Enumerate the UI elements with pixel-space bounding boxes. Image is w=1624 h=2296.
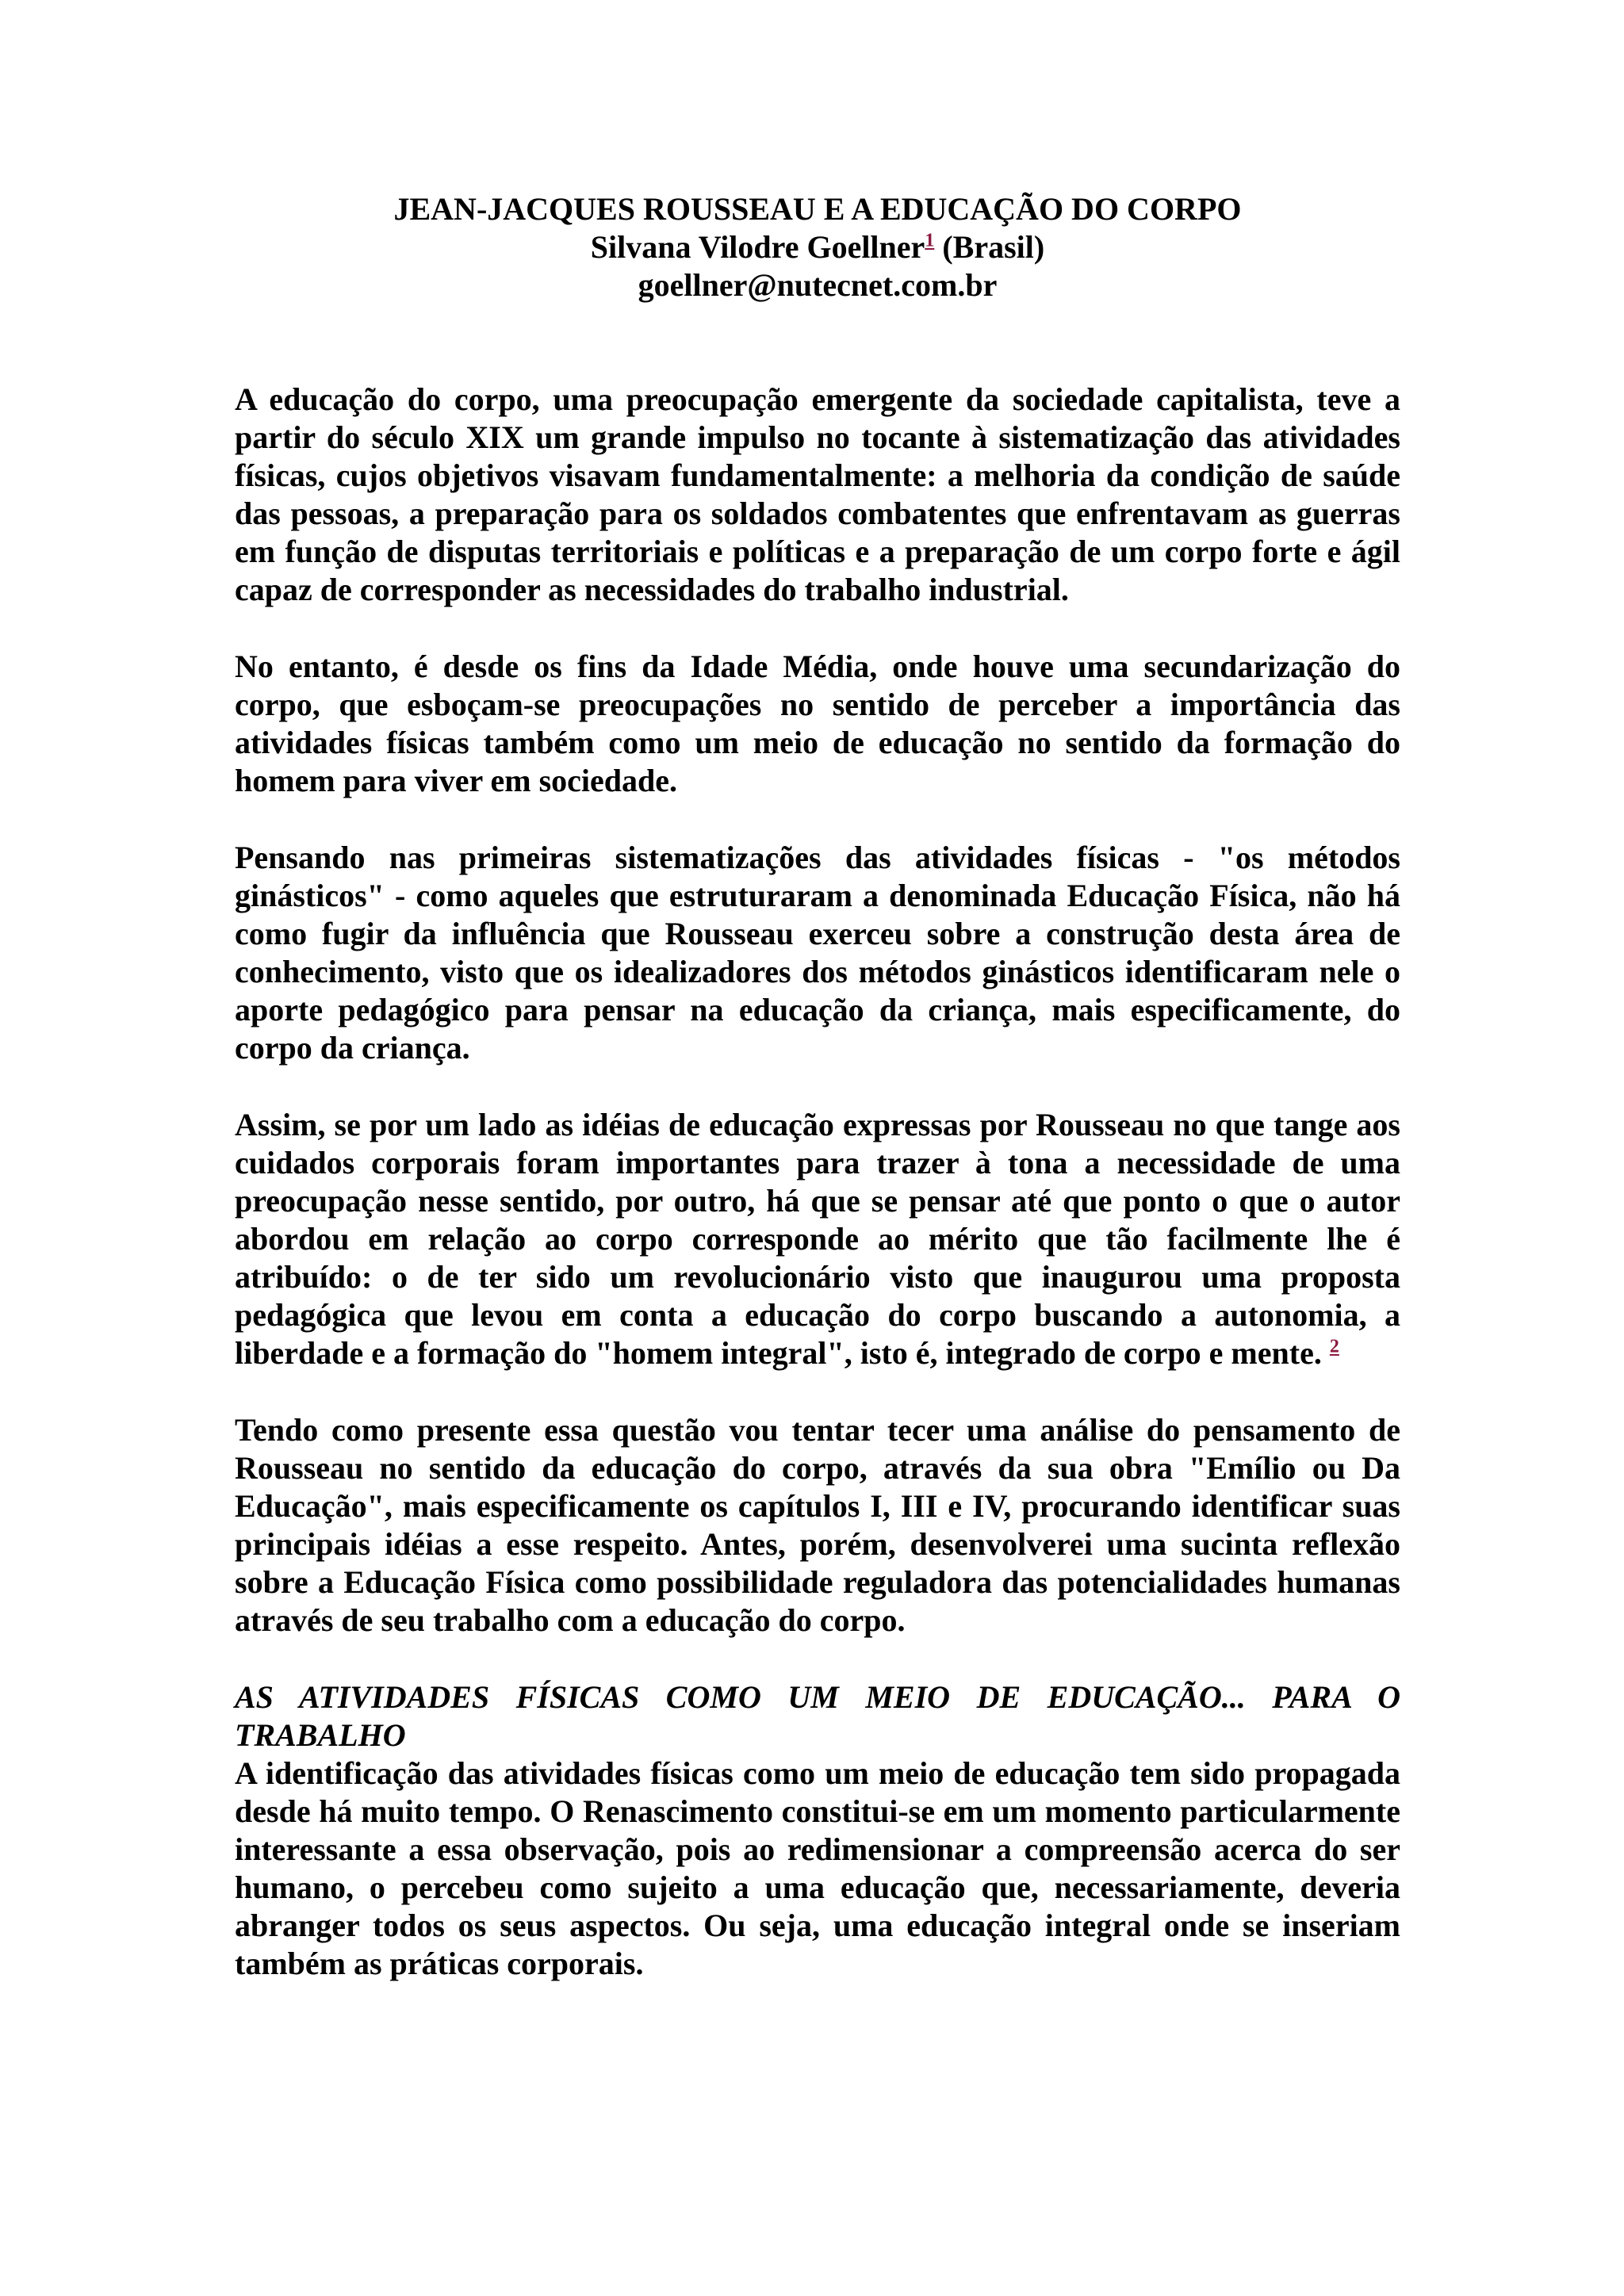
document-header: [235, 190, 1400, 304]
author-email: goellner@nutecnet.com.br: [638, 267, 998, 303]
footnote-link-1[interactable]: 1: [925, 230, 935, 251]
paragraph-3: Pensando nas primeiras sistematizações das atividades físicas - "os métodos ginásticos" - como aqueles que estruturaram a denominada Educação Física, não há como fugir da influência que Rousseau exerceu sobre a construção desta área de conhecimento, visto que os idealizadores dos métodos ginásticos identificaram nele o aporte pedagógico para pensar na educação da criança, mais especificamente, do corpo da criança.: [235, 840, 1400, 1066]
author-line: [235, 228, 1400, 266]
author-name: Silvana Vilodre Goellner: [590, 229, 925, 265]
author-country: (Brasil): [942, 229, 1045, 265]
section-title: AS ATIVIDADES FÍSICAS COMO UM MEIO DE EDUCAÇÃO... PARA O TRABALHO: [235, 1679, 1400, 1753]
paragraph-6: A identificação das atividades físicas como um meio de educação tem sido propagada desde há muito tempo. O Renascimento constitui-se em um momento particularmente interessante a essa observação, pois ao redimensionar a compreensão acerca do ser humano, o percebeu como sujeito a uma educação que, necessariamente, deveria abranger todos os seus aspectos. Ou seja, uma educação integral onde se inseriam também as práticas corporais.: [235, 1755, 1400, 1981]
paragraph-1: A educação do corpo, uma preocupação emergente da sociedade capitalista, teve a partir do século XIX um grande impulso no tocante à sistematização das atividades físicas, cujos objetivos visavam fundamentalmente: a melhoria da condição de saúde das pessoas, a preparação para os soldados combatentes que enfrentavam as guerras em função de disputas territoriais e políticas e a preparação de um corpo forte e ágil capaz de corresponder as necessidades do trabalho industrial.: [235, 381, 1400, 607]
paragraph-5: Tendo como presente essa questão vou tentar tecer uma análise do pensamento de Rousseau no sentido da educação do corpo, através da sua obra "Emílio ou Da Educação", mais especificamente os capítulos I, III e IV, procurando identificar suas principais idéias a esse respeito. Antes, porém, desenvolverei uma sucinta reflexão sobre a Educação Física como possibilidade reguladora das potencialidades humanas através de seu trabalho com a educação do corpo.: [235, 1412, 1400, 1638]
document-body: [235, 381, 1400, 2022]
paragraph-2: No entanto, é desde os fins da Idade Média, onde houve uma secundarização do corpo, que esboçam-se preocupações no sentido de perceber a importância das atividades físicas também como um meio de educação no sentido da formação do homem para viver em sociedade.: [235, 649, 1400, 798]
paragraph-4-text: Assim, se por um lado as idéias de educação expressas por Rousseau no que tange aos cuidados corporais foram importantes para trazer à tona a necessidade de uma preocupação nesse sentido, por outro, há que se pensar até que ponto o que o autor abordou em relação ao corpo corresponde ao mérito que tão facilmente lhe é atribuído: o de ter sido um revolucionário visto que inaugurou uma proposta pedagógica que levou em conta a educação do corpo buscando a autonomia, a liberdade e a formação do "homem integral", isto é, integrado de corpo e mente.: [235, 1107, 1400, 1371]
footnote-link-2[interactable]: 2: [1329, 1336, 1339, 1357]
paragraph-4: [235, 1106, 1400, 1372]
document-title: JEAN-JACQUES ROUSSEAU E A EDUCAÇÃO DO CORPO: [393, 191, 1242, 227]
